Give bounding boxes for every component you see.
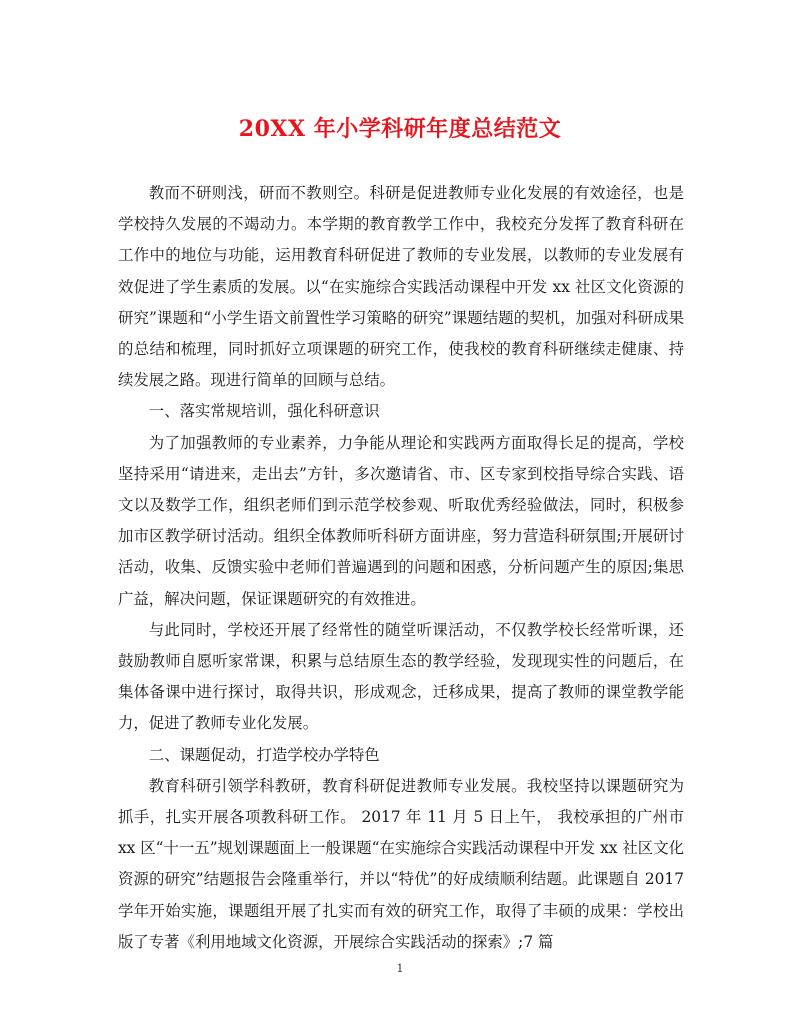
section-heading-1: 一、落实常规培训，强化科研意识 — [148, 402, 380, 421]
document-body — [118, 178, 684, 958]
paragraph-research-projects: 教育科研引领学科教研，教育科研促进教师专业发展。我校坚持以课题研究为抓手，扎实开展各项教科研工作。 2017 年 11 月 5 日上午， 我校承担的广州市 xx 区“十一五”规划课题面上一般课题“在实施综合实践活动课程中开发 xx 社区文化资源的研究”结题报告会隆重举行，并以“特优”的好成绩顺利结题。此课题自 2017 学年开始实施，课题组开展了扎实而有效的研究工作，取得了丰硕的成果：学校出版了专著《利用地域文化资源，开展综合实践活动的探索》;7 篇 — [118, 776, 684, 951]
paragraph-intro: 教而不研则浅，研而不教则空。科研是促进教师专业化发展的有效途径，也是学校持久发展的不竭动力。本学期的教育教学工作中，我校充分发挥了教育科研在工作中的地位与功能，运用教育科研促进了教师的专业发展，以教师的专业发展有效促进了学生素质的发展。以“在实施综合实践活动课程中开发 xx 社区文化资源的研究”课题和“小学生语文前置性学习策略的研究”课题结题的契机，加强对科研成果的总结和梳理，同时抓好立项课题的研究工作，使我校的教育科研继续走健康、持续发展之路。现进行简单的回顾与总结。 — [118, 184, 684, 390]
page-number: 1 — [396, 962, 404, 975]
paragraph-training: 为了加强教师的专业素养，力争能从理论和实践两方面取得长足的提高，学校坚持采用“请进来，走出去”方针，多次邀请省、市、区专家到校指导综合实践、语文以及数学工作，组织老师们到示范学校参观、听取优秀经验做法，同时，积极参加市区教学研讨活动。组织全体教师听科研方面讲座，努力营造科研氛围;开展研讨活动，收集、反馈实验中老师们普遍遇到的问题和困惑，分析问题产生的原因;集思广益，解决问题，保证课题研究的有效推进。 — [118, 433, 684, 608]
section-heading-2: 二、课题促动，打造学校办学特色 — [148, 745, 380, 764]
document-title: 20XX 年小学科研年度总结范文 — [238, 116, 562, 142]
paragraph-lesson-observation: 与此同时，学校还开展了经常性的随堂听课活动，不仅教学校长经常听课，还鼓励教师自愿听家常课，积累与总结原生态的教学经验，发现现实性的问题后，在集体备课中进行探讨，取得共识，形成观念，迁移成果，提高了教师的课堂教学能力，促进了教师专业化发展。 — [118, 620, 684, 733]
